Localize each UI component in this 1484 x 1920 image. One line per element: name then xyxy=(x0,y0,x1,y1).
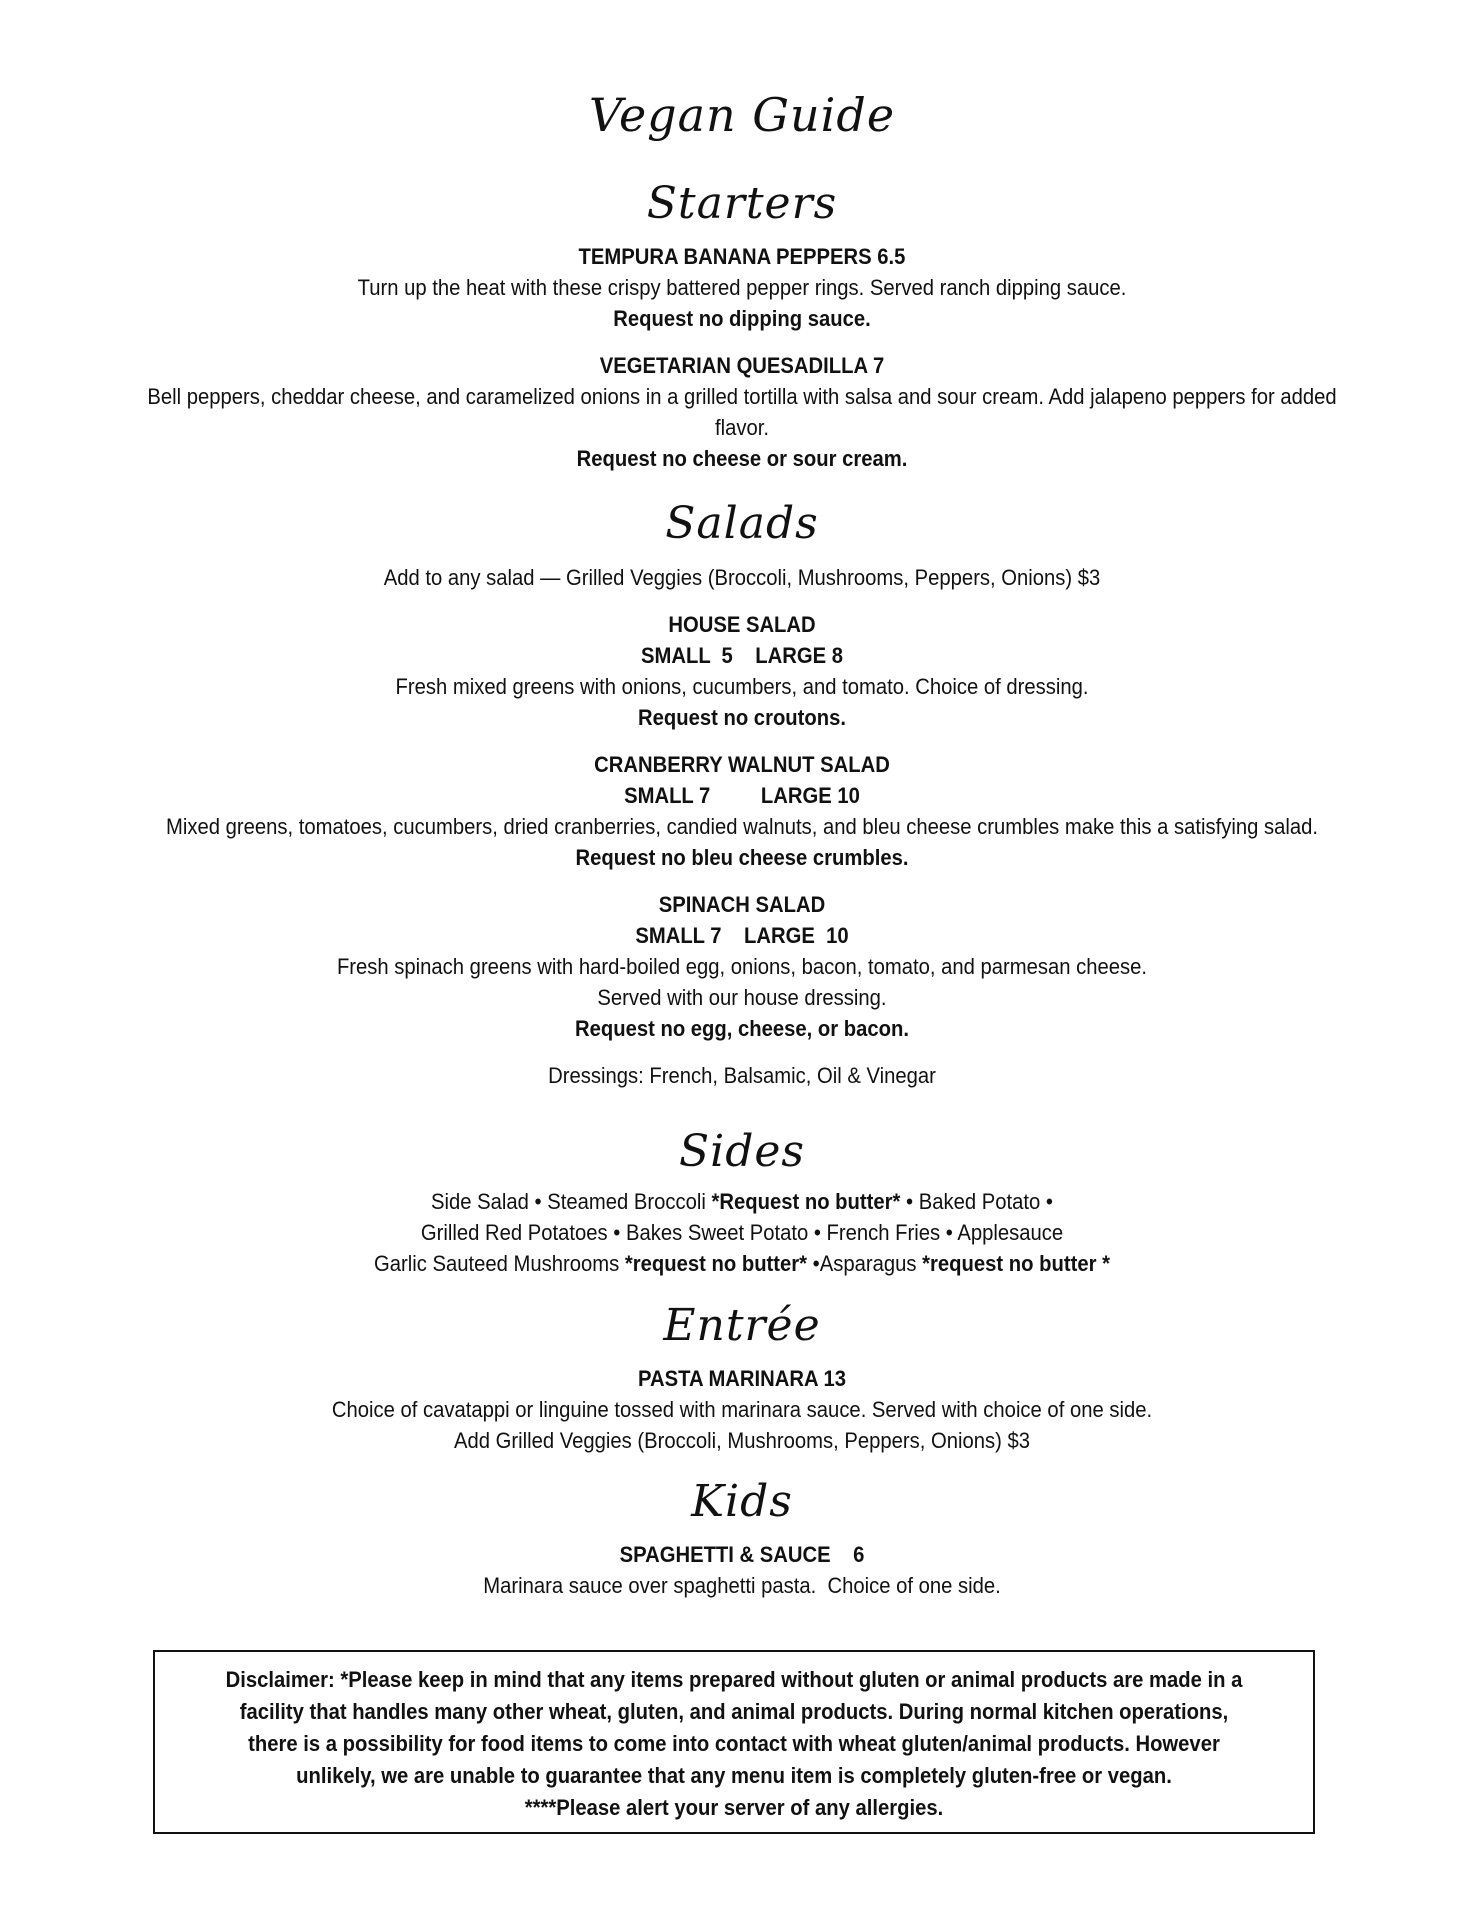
sides-section xyxy=(133,1186,1351,1279)
item-name: CRANBERRY WALNUT SALAD xyxy=(594,752,890,777)
item-description: Turn up the heat with these crispy battered pepper rings. Served ranch dipping sauce. xyxy=(357,275,1127,300)
disclaimer-box xyxy=(153,1650,1315,1834)
starters-section xyxy=(133,241,1351,474)
section-heading-sides: Sides xyxy=(679,1126,805,1177)
item-sizes: SMALL 7 LARGE 10 xyxy=(624,783,860,808)
item-name: VEGETARIAN QUESADILLA 7 xyxy=(599,353,885,378)
item-vegan-note: Request no cheese or sour cream. xyxy=(576,446,908,471)
item-name: SPAGHETTI & SAUCE 6 xyxy=(619,1542,865,1567)
item-vegan-note: Request no egg, cheese, or bacon. xyxy=(574,1016,910,1041)
item-description: Add Grilled Veggies (Broccoli, Mushrooms, Peppers, Onions) $3 xyxy=(453,1428,1030,1453)
item-vegan-note: Request no dipping sauce. xyxy=(613,306,871,331)
item-description: Marinara sauce over spaghetti pasta. Choice of one side. xyxy=(483,1573,1001,1598)
item-name: TEMPURA BANANA PEPPERS 6.5 xyxy=(578,244,906,269)
section-heading-kids: Kids xyxy=(691,1476,793,1527)
dressings-list: Dressings: French, Balsamic, Oil & Vinegar xyxy=(548,1063,936,1088)
item-name: HOUSE SALAD xyxy=(668,612,816,637)
kids-section xyxy=(133,1539,1351,1601)
disclaimer-text: Disclaimer: *Please keep in mind that any items prepared without gluten or animal products are made in a facility that handles many other wheat, gluten, and animal products. During normal kitchen operations, there is a possibility for food items to come into contact with wheat gluten/animal products. However unlikely, we are unable to guarantee that any menu item is completely gluten-free or vegan. ****Please alert your server of any allergies. xyxy=(225,1667,1243,1820)
item-description: Mixed greens, tomatoes, cucumbers, dried cranberries, candied walnuts, and bleu cheese crumbles make this a satisfying salad. xyxy=(165,814,1319,839)
sides-line-2: Grilled Red Potatoes • Bakes Sweet Potato • French Fries • Applesauce xyxy=(420,1220,1064,1245)
item-vegan-note: Request no bleu cheese crumbles. xyxy=(575,845,909,870)
page-title: Vegan Guide xyxy=(588,88,896,142)
item-description: Bell peppers, cheddar cheese, and caramelized onions in a grilled tortilla with salsa and sour cream. Add jalapeno peppers for added xyxy=(147,384,1337,409)
item-description: Fresh mixed greens with onions, cucumbers, and tomato. Choice of dressing. xyxy=(395,674,1089,699)
salad-addon: Add to any salad — Grilled Veggies (Broccoli, Mushrooms, Peppers, Onions) $3 xyxy=(383,565,1101,590)
item-description: flavor. xyxy=(714,415,769,440)
section-heading-salads: Salads xyxy=(665,498,819,549)
item-sizes: SMALL 7 LARGE 10 xyxy=(635,923,849,948)
item-vegan-note: Request no croutons. xyxy=(637,705,847,730)
salads-section xyxy=(133,562,1351,1091)
item-description: Choice of cavatappi or linguine tossed with marinara sauce. Served with choice of one side. xyxy=(331,1397,1153,1422)
sides-line-1: Side Salad • Steamed Broccoli *Request no butter* • Baked Potato • xyxy=(430,1189,1053,1214)
item-sizes: SMALL 5 LARGE 8 xyxy=(640,643,844,668)
entree-section xyxy=(133,1363,1351,1456)
item-description: Served with our house dressing. xyxy=(597,985,887,1010)
section-heading-starters: Starters xyxy=(646,178,838,229)
section-heading-entree: Entrée xyxy=(663,1300,821,1351)
sides-line-3: Garlic Sauteed Mushrooms *request no butter* •Asparagus *request no butter * xyxy=(374,1251,1110,1276)
item-description: Fresh spinach greens with hard-boiled egg, onions, bacon, tomato, and parmesan cheese. xyxy=(336,954,1148,979)
item-name: SPINACH SALAD xyxy=(658,892,826,917)
item-name: PASTA MARINARA 13 xyxy=(637,1366,847,1391)
